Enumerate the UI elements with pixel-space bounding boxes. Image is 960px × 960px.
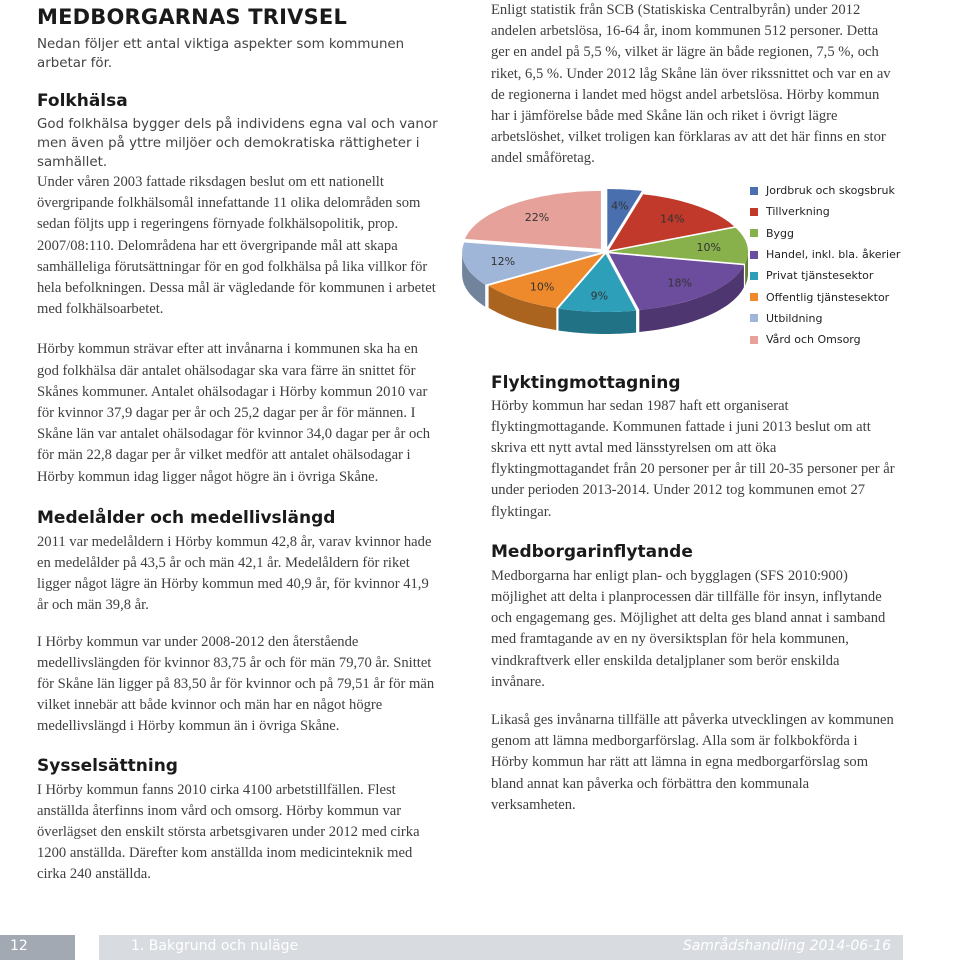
page-number-box [0,935,75,960]
pie-slice-side [559,309,637,335]
legend-label: Privat tjänstesektor [766,269,874,283]
arbetsloshet-paragraph: Enligt statistik från SCB (Statiskiska Centralbyrån) under 2012 andelen arbetslösa, 16-64 år, inom kommunen 512 personer. Detta ger en andel på 5,5 %, vilket är lägre än både regionen, 7,5 %, och riket, 6,5 %. Under 2012 låg Skåne län över rikssnittet och var en av de regionerna i landet med högst andel arbetslösa. Hörby kommun har i jämförelse både med Skåne län och riket i övrigt lägre arbetslöshet, vilket troligen kan förklaras av att det här finns en stor andel småföretag. [491,2,891,167]
legend-item [750,180,900,201]
legend-swatch [750,272,758,280]
pie-data-label: 4% [611,199,629,213]
folkhalsa-paragraph-2: Hörby kommun strävar efter att invånarna i kommunen ska ha en god folkhälsa där antalet ohälsodagar ska vara färre än snittet för Skånes kommuner. Antalet ohälsodagar i Hörby kommun 2010 var för kvinnor 37,9 dagar per år och 25,2 dagar per år för männen. I Skåne län var antalet ohälsodagar för kvinnor 34,0 dagar per år och för män 22,8 dagar per år vilket medför att antalet ohälsodagar i Hörby kommun idag ligger något högre än i övriga Skåne. [37,341,431,485]
legend-item [750,223,900,244]
medelalder-paragraph-1: 2011 var medelåldern i Hörby kommun 42,8 år, varav kvinnor hade en medelålder på 43,5 år och män 42,1 år. Medelåldern för riket ligger något lägre än Hörby kommun med 40,9 år, för kvinnor 41,9 år och män 39,8 år. [37,533,432,614]
legend-swatch [750,208,758,216]
pie-data-label: 22% [524,210,550,224]
medelalder-paragraph-2: I Hörby kommun var under 2008-2012 den återstående medellivslängden för kvinnor 83,75 år och för män 79,70 år. Snittet för Skåne län ligger på 83,50 år för kvinnor och på 79,51 år för män vilket innebär att både kvinnor och män har en något högre medellivslängd i Hörby kommun än i övriga Skåne. [37,633,435,735]
legend-item [750,201,900,222]
pie-data-label: 14% [660,212,685,226]
heading-medelalder: Medelålder och medellivslängd [37,507,336,528]
page-title: MEDBORGARNAS TRIVSEL [37,5,348,29]
legend-swatch [750,251,758,259]
heading-sysselsattning: Sysselsättning [37,755,178,776]
legend-swatch [750,187,758,195]
inflytande-paragraph-2: Likaså ges invånarna tillfälle att påverka utvecklingen av kommunen genom att lämna medborgarförslag. Alla som är folkbokförda i Hörby kommun har rätt att lämna in egna medborgarförslag som bland annat kan påverka och förbättra den kommunala verksamheten. [491,712,894,813]
footer-bar [99,935,903,960]
legend-label: Utbildning [766,311,823,325]
legend-swatch [750,293,758,301]
legend-item [750,265,900,286]
employment-pie-chart [458,180,901,360]
left-column [37,4,441,886]
footer-document: Samrådshandling 2014-06-16 [682,938,891,954]
pie-data-label: 18% [667,276,692,290]
pie-data-label: 9% [590,289,609,303]
page-number: 12 [10,938,28,954]
pie-data-label: 10% [696,241,721,255]
right-column [491,0,895,816]
legend-label: Vård och Omsorg [766,333,861,347]
flykting-paragraph: Hörby kommun har sedan 1987 haft ett organiserat flyktingmottagande. Kommunen fattade i juni 2013 beslut om att skriva ett nytt avtal med länsstyrelsen om att öka flyktingmottagandet från 20 personer per år till 20-35 personer per år under perioden 2013-2014. Under 2012 tog kommunen emot 27 flyktingar. [491,397,895,520]
footer-section: 1. Bakgrund och nuläge [131,938,299,954]
heading-folkhalsa: Folkhälsa [37,91,128,111]
legend-label: Tillverkning [766,205,830,219]
pie-data-label: 10% [529,280,555,294]
legend-label: Jordbruk och skogsbruk [766,184,895,198]
legend-swatch [750,229,758,237]
inflytande-paragraph-1: Medborgarna har enligt plan- och bygglagen (SFS 2010:900) möjlighet att delta i planprocessen där tillfälle för insyn, inflytande och engagemang ges. Möjlighet att delta ges bland annat i samband med framtagande av en ny översiktsplan för hela kommunen, vindkraftverk eller enskilda detaljplaner som berör enskilda invånare. [491,567,886,690]
intro-text: Nedan följer ett antal viktiga aspekter som kommunen arbetar för. [37,37,405,71]
legend-label: Bygg [766,226,795,240]
legend-item [750,329,900,350]
legend-item [750,308,900,329]
chart-legend [750,180,900,350]
legend-item [750,286,900,307]
sysselsattning-paragraph: I Hörby kommun fanns 2010 cirka 4100 arbetstillfällen. Flest anställda återfinns inom vård och omsorg. Hörby kommun var överlägset den enskilt största arbetsgivaren under 2012 med cirka 1200 anställda. Därefter kom anställda inom medicinteknik med cirka 240 anställda. [37,781,420,883]
legend-item [750,244,900,265]
folkhalsa-lead: God folkhälsa bygger dels på individens egna val och vanor men även på yttre miljöer och demokratiska rättigheter i samhället. [37,117,438,170]
heading-flyktingmottagning: Flyktingmottagning [491,372,681,393]
legend-swatch [750,314,758,322]
pie-data-label: 12% [490,255,516,269]
heading-medborgarinflytande: Medborgarinflytande [491,541,693,562]
pie-chart-svg [458,180,748,360]
legend-label: Handel, inkl. bla. åkerier [766,248,901,262]
legend-label: Offentlig tjänstesektor [766,290,890,304]
page-footer [0,935,960,960]
folkhalsa-paragraph-1: Under våren 2003 fattade riksdagen beslut om ett nationellt övergripande folkhälsomål innefattande 11 olika delområden som sedan följts upp i regeringens förnyade folkhälsopolitik, prop. 2007/08:110. Delområdena har ett övergripande mål att skapa samhälleliga förutsättningar för en god folkhälsa på lika villkor för hela befolkningen. Dessa mål är vägledande för kommunen i arbetet med folkhälsoarbetet. [37,174,436,318]
legend-swatch [750,336,758,344]
